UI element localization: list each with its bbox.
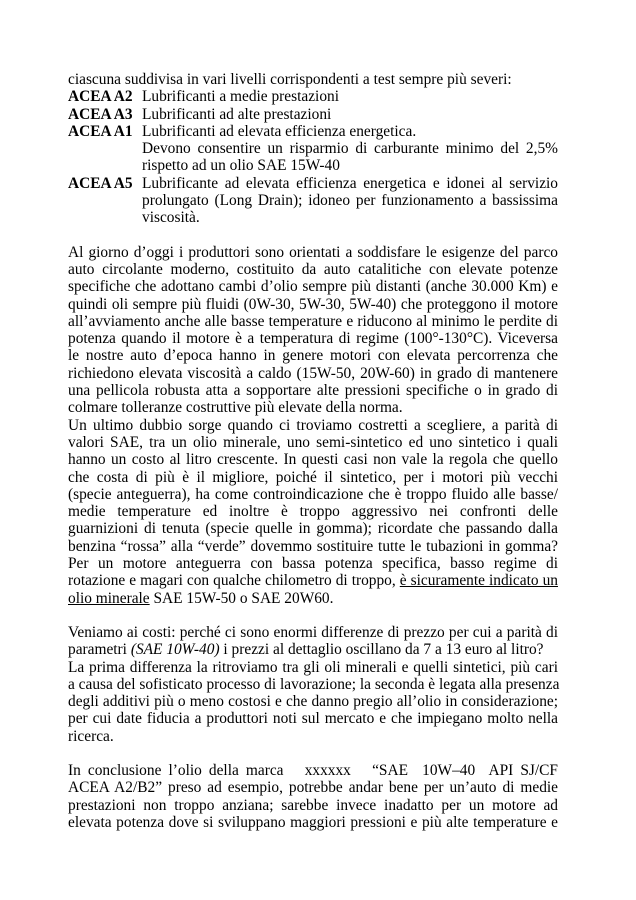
underlined-text: olio minerale xyxy=(68,589,150,607)
text-line: Per un motore anteguerra con bassa potenza specifica, basso regime di xyxy=(68,555,558,573)
text-line: per cui date fiducia a produttori noti sul mercato e che impiegano molto nella xyxy=(68,710,558,728)
acea-code: ACEA A5 xyxy=(68,174,133,192)
text-line: prestazioni non troppo anziana; sarebbe invece inadatto per un motore ad xyxy=(68,796,558,814)
text-line: richiedono elevata viscosità a caldo (15W-50, 20W-60) in grado di mantenere xyxy=(68,364,558,382)
text-line: specifiche che adottano cambi d’olio sempre più distanti (anche 30.000 Km) e xyxy=(68,278,558,296)
acea-code: ACEA A1 xyxy=(68,122,133,140)
acea-item xyxy=(68,88,558,105)
text-line: In conclusione l’olio della marca xxxxxx “SAE 10W–40 API SJ/CF xyxy=(68,761,558,779)
text-line xyxy=(68,590,558,607)
acea-desc: Devono consentire un risparmio di carburante minimo del 2,5% xyxy=(142,140,558,158)
acea-item xyxy=(68,175,558,227)
text-line: elevata potenza dove si sviluppano maggiori pressioni e più alte temperature e xyxy=(68,813,558,831)
acea-desc: rispetto ad un olio SAE 15W-40 xyxy=(142,157,340,175)
acea-desc: prolungato (Long Drain); idoneo per funzionamento a bassissima xyxy=(142,192,558,210)
text-line: Al giorno d’oggi i produttori sono orientati a soddisfare le esigenze del parco xyxy=(68,243,558,261)
text-line: degli additivi più o meno costosi e che danno pregio all’olio in considerazione; xyxy=(68,693,558,711)
paragraph-3 xyxy=(68,624,558,745)
intro-line: ciascuna suddivisa in vari livelli corrispondenti a test sempre più severi: xyxy=(68,71,512,88)
acea-code: ACEA A2 xyxy=(68,88,133,106)
text-line: ricerca. xyxy=(68,727,114,745)
text-line: Veniamo ai costi: perché ci sono enormi differenze di prezzo per cui a parità di xyxy=(68,623,558,641)
text-segment: parametri xyxy=(68,641,131,659)
document-page xyxy=(68,71,558,831)
acea-item xyxy=(68,123,558,175)
acea-code: ACEA A3 xyxy=(68,105,133,123)
text-line: le nostre auto d’epoca hanno in genere motori con elevata percorrenza che xyxy=(68,347,558,365)
text-line: colmare tolleranze costruttive più elevate della norma. xyxy=(68,399,403,417)
underlined-text: è sicuramente indicato un xyxy=(399,572,558,590)
acea-desc: Lubrificanti ad alte prestazioni xyxy=(142,105,332,123)
paragraph-1 xyxy=(68,244,558,417)
text-segment: rotazione e magari con qualche chilometro di troppo, xyxy=(68,572,396,590)
text-line: all’avviamento anche alle basse temperature e riducono al minimo le perdite di xyxy=(68,312,558,330)
italic-text: (SAE 10W-40) xyxy=(130,641,220,659)
text-line: Un ultimo dubbio sorge quando ci troviamo costretti a scegliere, a parità di xyxy=(68,416,558,434)
text-line: (specie anteguerra), ha come controindicazione che è troppo fluido alle basse/ xyxy=(68,485,558,503)
text-line: potenza quando il motore è a temperatura di regime (100°-130°C). Viceversa xyxy=(68,330,558,348)
text-line: hanno un costo al litro crescente. In questi casi non vale la regola che quello xyxy=(68,451,558,469)
text-line: quindi oli sempre più fluidi (0W-30, 5W-30, 5W-40) che proteggono il motore xyxy=(68,295,558,313)
text-line: che costa di più è il migliore, poiché il sintetico, per i motori più vecchi xyxy=(68,468,558,486)
acea-desc: Lubrificanti a medie prestazioni xyxy=(142,88,340,106)
acea-desc: Lubrificanti ad elevata efficienza energetica. xyxy=(142,122,417,140)
text-line: ACEA A2/B2” preso ad esempio, potrebbe andar bene per un’auto di medie xyxy=(68,779,558,797)
text-line: benzina “rossa” alla “verde” dovemmo sostituire tutte le tubazioni in gomma? xyxy=(68,537,558,555)
paragraph-2 xyxy=(68,417,558,607)
text-line: valori SAE, tra un olio minerale, uno semi-sintetico ed uno sintetico i quali xyxy=(68,433,558,451)
text-line: a causa del sofisticato processo di lavorazione; la seconda è legata alla presenza xyxy=(68,675,560,693)
paragraph-4 xyxy=(68,762,558,831)
acea-desc: viscosità. xyxy=(142,209,200,227)
text-line: una pellicola robusta atta a sopportare alte pressioni specifiche o in grado di xyxy=(68,382,558,400)
acea-desc: Lubrificante ad elevata efficienza energetica e idonei al servizio xyxy=(142,174,558,192)
acea-list xyxy=(68,88,558,226)
text-line: La prima differenza la ritroviamo tra gli oli minerali e quelli sintetici, più cari xyxy=(68,658,558,676)
text-line: guarnizioni di tenuta (specie quelle in gomma); ricordate che passando dalla xyxy=(68,520,558,538)
text-segment: i prezzi al dettaglio oscillano da 7 a 13 euro al litro? xyxy=(219,641,544,659)
text-line xyxy=(68,572,558,589)
text-segment: SAE 15W-50 o SAE 20W60. xyxy=(149,589,334,607)
text-line xyxy=(68,641,558,658)
text-line: auto circolante moderno, costituito da auto catalitiche con elevate potenze xyxy=(68,260,558,278)
acea-item xyxy=(68,106,558,123)
text-line: medie temperature ed inoltre è troppo aggressivo nei confronti delle xyxy=(68,503,558,521)
